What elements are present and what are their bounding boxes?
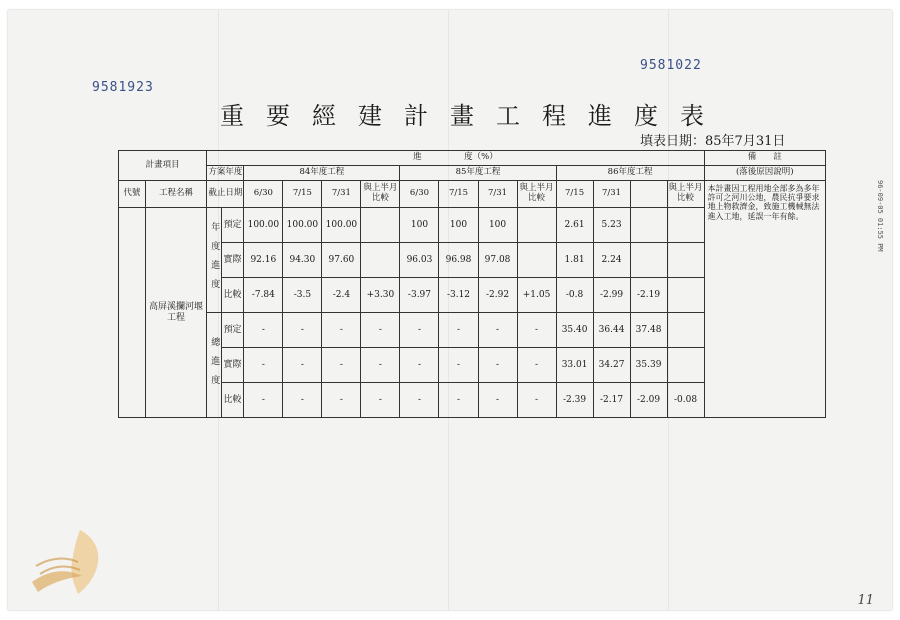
value-cell [630, 208, 667, 243]
value-cell [361, 208, 400, 243]
value-cell: 100.00 [283, 208, 322, 243]
value-cell [630, 243, 667, 278]
row-label: 比較 [221, 383, 244, 418]
value-cell: 92.16 [244, 243, 283, 278]
value-cell: -2.99 [593, 278, 630, 313]
header-row-2 [119, 166, 826, 181]
value-cell: 33.01 [556, 348, 593, 383]
value-cell: - [478, 383, 517, 418]
col-header: 與上半月比較 [361, 181, 400, 208]
value-cell: - [244, 313, 283, 348]
col-header: 7/15 [556, 181, 593, 208]
value-cell: -2.39 [556, 383, 593, 418]
document-stamp-left: 9581923 [92, 80, 154, 95]
value-cell [667, 243, 704, 278]
value-cell: - [439, 313, 478, 348]
value-cell: 94.30 [283, 243, 322, 278]
value-cell: 1.81 [556, 243, 593, 278]
col-header: 6/30 [400, 181, 439, 208]
value-cell: 97.08 [478, 243, 517, 278]
value-cell: - [361, 383, 400, 418]
value-cell: 100 [439, 208, 478, 243]
row-label: 實際 [221, 243, 244, 278]
header-year-85: 85年度工程 [400, 166, 556, 181]
value-cell: -3.12 [439, 278, 478, 313]
value-cell: - [400, 348, 439, 383]
code-cell [119, 208, 146, 418]
row-label: 預定 [221, 208, 244, 243]
header-plan-item: 計畫項目 [119, 151, 207, 181]
value-cell: 100.00 [322, 208, 361, 243]
value-cell: -2.09 [630, 383, 667, 418]
value-cell [667, 348, 704, 383]
value-cell: - [283, 348, 322, 383]
value-cell: - [400, 313, 439, 348]
value-cell: -2.17 [593, 383, 630, 418]
value-cell: -3.97 [400, 278, 439, 313]
group-annual-label: 年度進度 [209, 222, 220, 298]
value-cell: -0.08 [667, 383, 704, 418]
col-header [630, 181, 667, 208]
value-cell: 2.61 [556, 208, 593, 243]
row-label: 實際 [221, 348, 244, 383]
value-cell: 37.48 [630, 313, 667, 348]
col-header: 與上半月比較 [667, 181, 704, 208]
value-cell: - [244, 348, 283, 383]
value-cell [517, 243, 556, 278]
group-total [207, 313, 221, 418]
page-title: 重要經建計畫工程進度表 [220, 102, 726, 130]
header-year-86: 86年度工程 [556, 166, 704, 181]
page-number: 11 [857, 593, 874, 608]
value-cell: +3.30 [361, 278, 400, 313]
value-cell: 35.40 [556, 313, 593, 348]
value-cell: - [439, 383, 478, 418]
value-cell: 2.24 [593, 243, 630, 278]
header-row-3 [119, 181, 826, 208]
value-cell: -2.4 [322, 278, 361, 313]
group-annual [207, 208, 221, 313]
value-cell: -3.5 [283, 278, 322, 313]
col-header: 6/30 [244, 181, 283, 208]
fax-timestamp: 96-09-05 01:55 PM [876, 180, 884, 252]
value-cell: - [322, 383, 361, 418]
value-cell [361, 243, 400, 278]
progress-table [118, 150, 826, 418]
header-year-84: 84年度工程 [244, 166, 400, 181]
value-cell [517, 208, 556, 243]
value-cell: - [283, 313, 322, 348]
value-cell: - [517, 348, 556, 383]
value-cell: 96.98 [439, 243, 478, 278]
value-cell: - [361, 348, 400, 383]
value-cell: - [517, 313, 556, 348]
value-cell: 5.23 [593, 208, 630, 243]
archive-logo-icon [22, 522, 122, 602]
value-cell: 34.27 [593, 348, 630, 383]
row-label: 預定 [221, 313, 244, 348]
col-header: 7/31 [478, 181, 517, 208]
value-cell: - [244, 383, 283, 418]
value-cell: - [517, 383, 556, 418]
value-cell: - [400, 383, 439, 418]
header-deadline: 截止日期 [207, 181, 244, 208]
value-cell: -2.92 [478, 278, 517, 313]
value-cell: -7.84 [244, 278, 283, 313]
value-cell: 100 [400, 208, 439, 243]
col-header: 與上半月比較 [517, 181, 556, 208]
value-cell: -2.19 [630, 278, 667, 313]
header-remarks: 備 註 [704, 151, 825, 166]
value-cell: 36.44 [593, 313, 630, 348]
header-row-1 [119, 151, 826, 166]
col-header: 7/15 [439, 181, 478, 208]
value-cell: 100 [478, 208, 517, 243]
value-cell: 97.60 [322, 243, 361, 278]
value-cell [667, 278, 704, 313]
col-header: 7/15 [283, 181, 322, 208]
value-cell: 96.03 [400, 243, 439, 278]
value-cell: - [478, 348, 517, 383]
value-cell: 100.00 [244, 208, 283, 243]
project-name: 高屏溪攔河堰工程 [145, 208, 207, 418]
value-cell: - [283, 383, 322, 418]
value-cell: -0.8 [556, 278, 593, 313]
value-cell [667, 313, 704, 348]
value-cell [667, 208, 704, 243]
group-total-label: 總進度 [209, 336, 220, 394]
col-header: 7/31 [322, 181, 361, 208]
header-reason: (落後原因說明) [704, 166, 825, 181]
fill-date: 填表日期：85年7月31日 [640, 134, 786, 149]
value-cell: - [439, 348, 478, 383]
row-label: 比較 [221, 278, 244, 313]
value-cell: - [322, 348, 361, 383]
value-cell: 35.39 [630, 348, 667, 383]
col-header: 7/31 [593, 181, 630, 208]
value-cell: - [478, 313, 517, 348]
header-code: 代號 [119, 181, 146, 208]
value-cell: - [322, 313, 361, 348]
header-project-name: 工程名稱 [145, 181, 207, 208]
value-cell: +1.05 [517, 278, 556, 313]
header-progress: 進 度（%） [207, 151, 704, 166]
value-cell: - [361, 313, 400, 348]
header-plan-year: 方案年度 [207, 166, 244, 181]
remarks-text: 本計畫因工程用地全部多為多年許可之河川公地，農民抗爭要求地上物救濟金，致施工機械無法進入工地，延誤一年有餘。 [704, 181, 825, 418]
document-stamp-right: 9581022 [640, 58, 702, 73]
